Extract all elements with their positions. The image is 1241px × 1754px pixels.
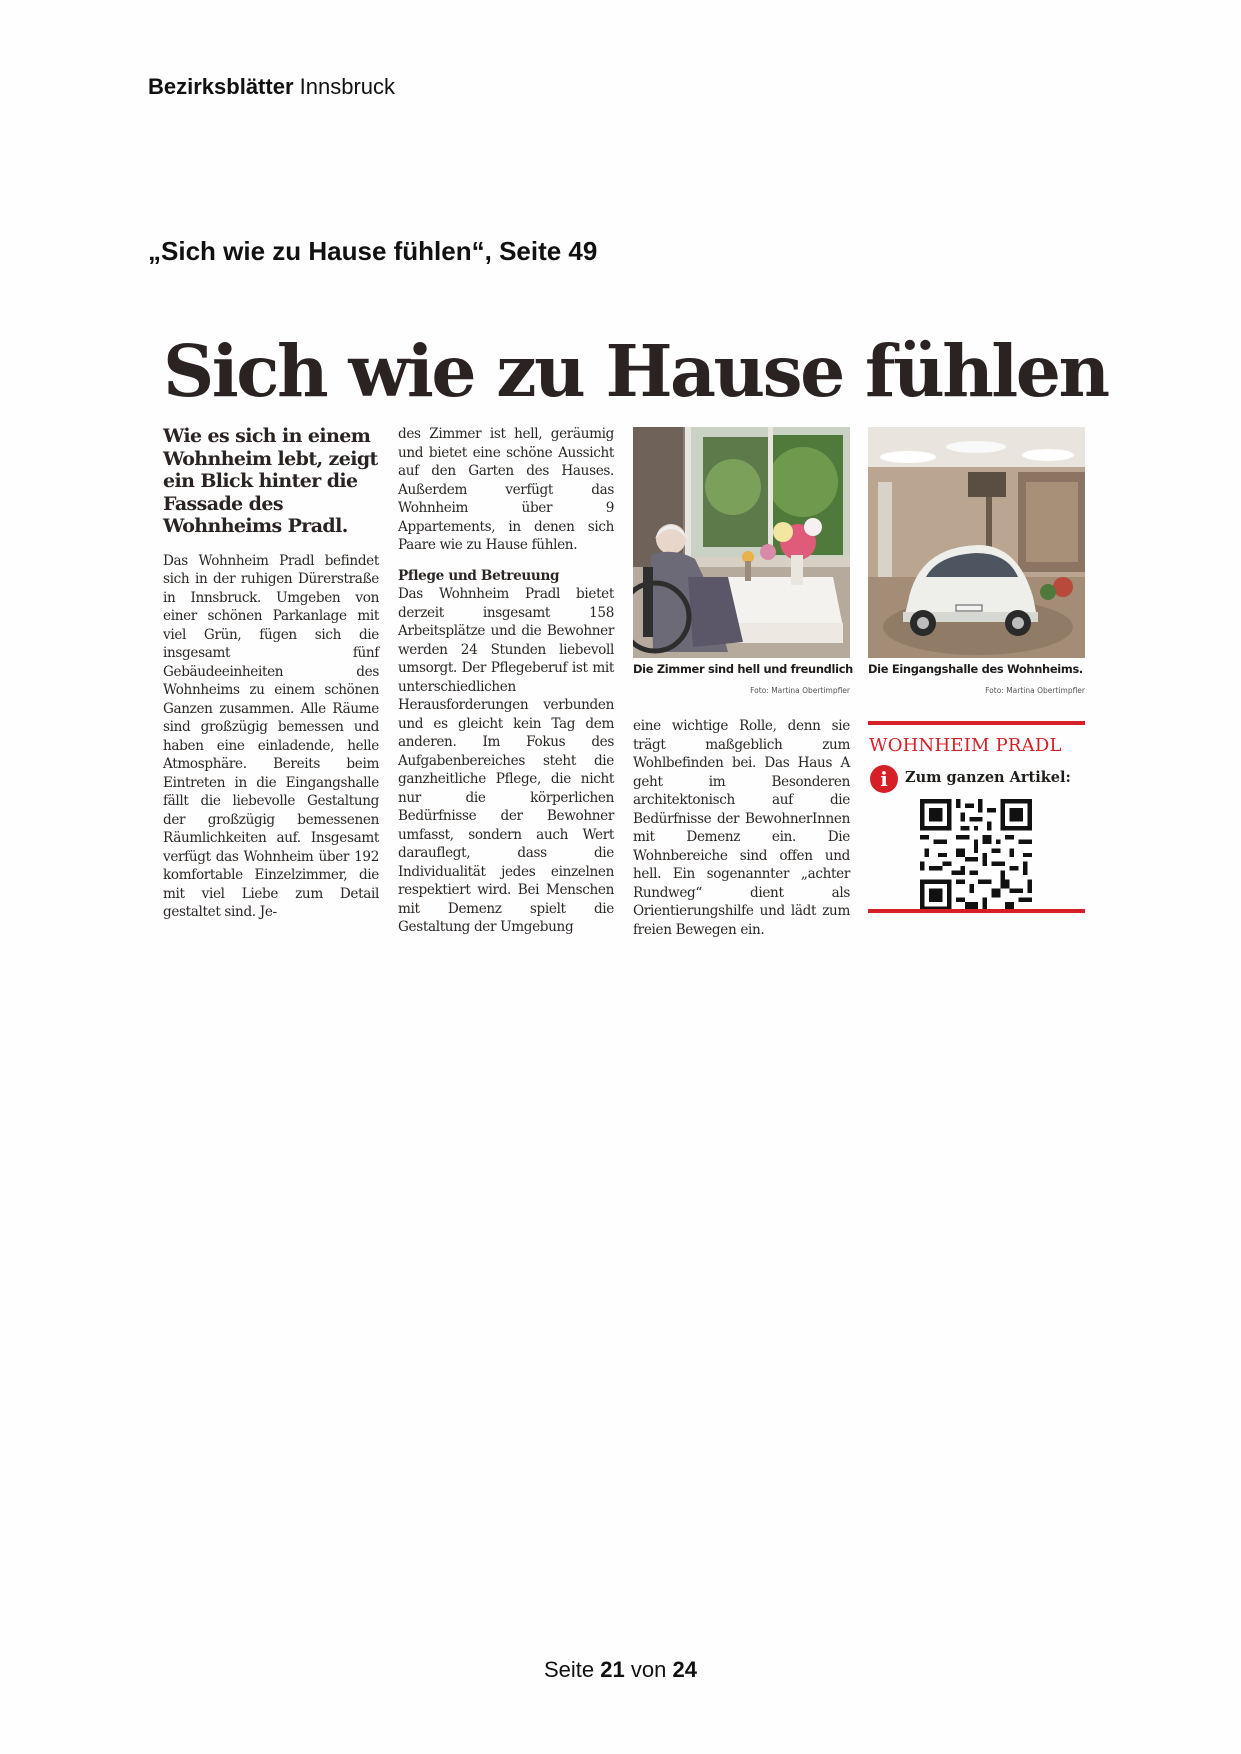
publication-region: Innsbruck <box>299 74 396 99</box>
publication-header <box>148 74 395 100</box>
info-box <box>868 721 1085 913</box>
total-pages: 24 <box>672 1657 697 1682</box>
article-subhead: Pflege und Betreuung <box>398 567 560 584</box>
article-column-3 <box>633 717 850 939</box>
article-column-1 <box>163 425 379 922</box>
article-lead: Wie es sich in einem Wohnheim lebt, zeigt ein Blick hinter die Fassade des Wohnheims Pradl. <box>163 425 378 537</box>
photo-room <box>633 427 850 658</box>
article-body-3: eine wichtige Rolle, denn sie trägt maßgeblich zum Wohlbefinden bei. Das Haus A geht im Besonderen architektonisch auf die Bedürfnisse der BewohnerInnen mit Demenz ein. Die Wohnbereiche sind offen und hell. Ein sogenannter „achter Rundweg“ dient als Orientierungshilfe und lädt zum freien Bewegen ein. <box>633 718 850 938</box>
page-footer <box>0 1657 1241 1683</box>
photo-entrance-hall <box>868 427 1085 658</box>
article-reference: „Sich wie zu Hause fühlen“, Seite 49 <box>148 236 598 266</box>
info-box-top-rule <box>868 721 1085 725</box>
footer-middle: von <box>630 1657 667 1682</box>
current-page: 21 <box>600 1657 625 1682</box>
article-body-1: Das Wohnheim Pradl befindet sich in der ruhigen Dürerstraße in Innsbruck. Umgeben von einer schönen Parkanlage mit viel Grün, fügen sich die insgesamt fünf Gebäudeeinheiten des Wohnheims zu einem schönen Ganzen zusammen. Alle Räume sind großzügig bemessen und haben eine einladende, helle Atmosphäre. Bereits beim Eintreten in die Eingangshalle fällt die liebevolle Gestaltung der großzügig bemessenen Räumlichkeiten auf. Insgesamt verfügt das Wohnheim über 192 komfortable Einzelzimmer, die mit viel Liebe zum Detail gestaltet sind. Je- <box>163 552 379 920</box>
article-body-2a: des Zimmer ist hell, geräumig und bietet eine schöne Aussicht auf den Garten des Hauses. Außerdem verfügt das Wohnheim über 9 Appartements, in denen sich Paare wie zu Hause fühlen. <box>398 426 614 553</box>
qr-code[interactable] <box>920 799 1032 911</box>
footer-prefix: Seite <box>544 1657 595 1682</box>
photo-entrance-hall-image <box>868 427 1085 658</box>
info-box-bottom-rule <box>868 909 1085 913</box>
photo-room-image <box>633 427 850 658</box>
info-icon: i <box>870 765 898 793</box>
newspaper-clipping <box>163 329 1108 938</box>
full-article-label: Zum ganzen Artikel: <box>905 769 1071 786</box>
photo-room-credit: Foto: Martina Obertimpfler <box>750 686 850 695</box>
info-box-title: WOHNHEIM PRADL <box>869 735 1062 756</box>
article-column-2 <box>398 425 614 937</box>
photo-entrance-hall-caption: Die Eingangshalle des Wohnheims. <box>868 662 1083 676</box>
publication-name: Bezirksblätter <box>148 74 294 99</box>
article-body-2b: Das Wohnheim Pradl bietet derzeit insgesamt 158 Arbeitsplätze und die Bewohner werden 24 Stunden liebevoll umsorgt. Der Pflegeberuf ist mit unterschiedlichen Herausforderungen verbunden und es gleicht kein Tag dem anderen. Im Fokus des Aufgabenbereiches steht die ganzheitliche Pflege, die nicht nur die körperlichen Bedürfnisse der Bewohner umfasst, sondern auch Wert darauflegt, dass die Individualität jedes einzelnen respektiert wird. Bei Menschen mit Demenz spielt die Gestaltung der Umgebung <box>398 586 614 935</box>
photo-entrance-hall-credit: Foto: Martina Obertimpfler <box>985 686 1085 695</box>
article-headline: Sich wie zu Hause fühlen <box>163 329 1108 413</box>
photo-room-caption: Die Zimmer sind hell und freundlich <box>633 662 853 676</box>
